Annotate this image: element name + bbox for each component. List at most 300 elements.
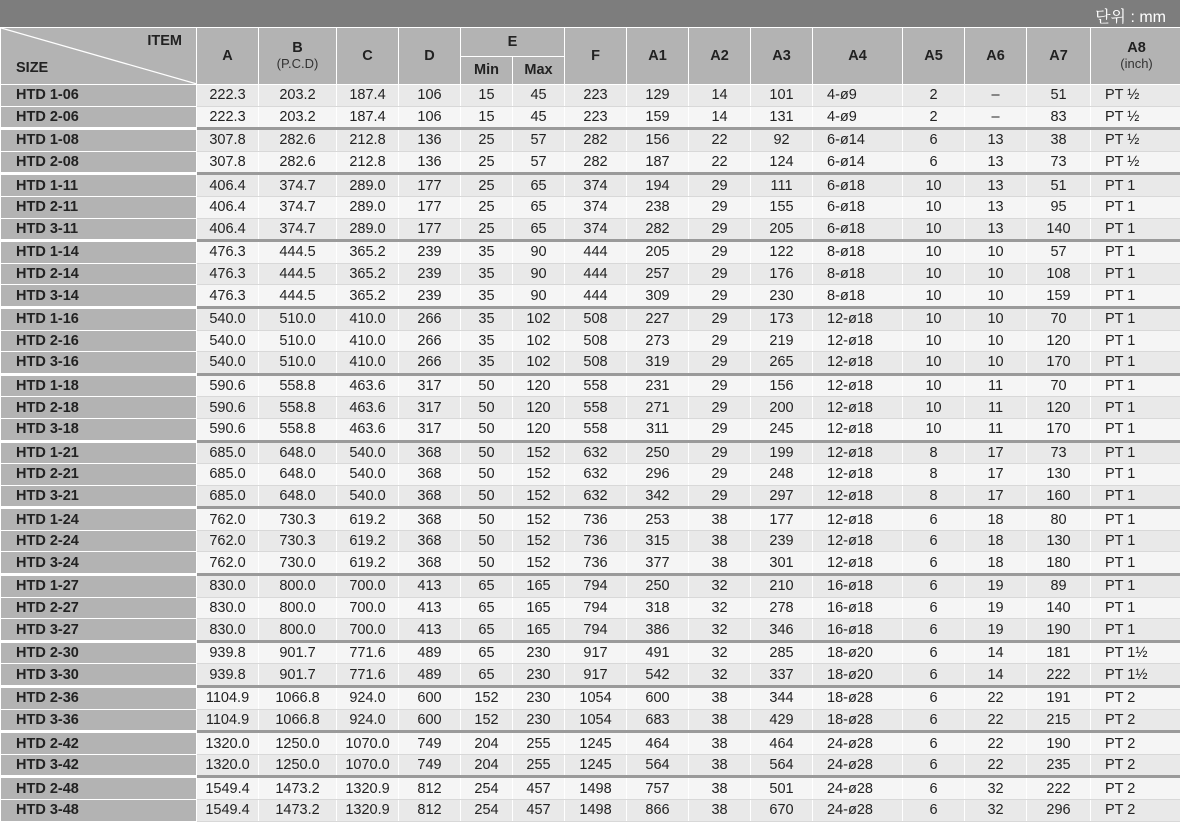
cell-a2: 29 <box>689 485 751 508</box>
cell-c: 700.0 <box>337 575 399 598</box>
cell-c: 1070.0 <box>337 754 399 777</box>
cell-a: 406.4 <box>197 174 259 197</box>
cell-a4: 24-ø28 <box>813 777 903 800</box>
cell-b: 444.5 <box>259 241 337 264</box>
cell-a3: 346 <box>751 619 813 642</box>
cell-e-min: 50 <box>461 441 513 464</box>
cell-a6: 13 <box>965 196 1027 218</box>
table-row <box>1 151 1180 174</box>
table-row <box>1 374 1180 397</box>
cell-e-min: 50 <box>461 464 513 486</box>
size-cell: HTD 1-14 <box>1 241 197 264</box>
cell-e-max: 255 <box>513 732 565 755</box>
cell-a4: 12-ø18 <box>813 397 903 419</box>
cell-e-min: 65 <box>461 641 513 664</box>
cell-b: 558.8 <box>259 374 337 397</box>
cell-d: 368 <box>399 508 461 531</box>
cell-e-max: 230 <box>513 641 565 664</box>
cell-a7: 170 <box>1027 418 1091 441</box>
size-cell: HTD 2-08 <box>1 151 197 174</box>
cell-a4: 8-ø18 <box>813 241 903 264</box>
cell-a: 476.3 <box>197 285 259 308</box>
cell-f: 374 <box>565 218 627 241</box>
cell-d: 489 <box>399 664 461 687</box>
cell-f: 736 <box>565 508 627 531</box>
cell-a6: 22 <box>965 687 1027 710</box>
cell-e-min: 204 <box>461 754 513 777</box>
cell-e-max: 152 <box>513 530 565 552</box>
cell-c: 289.0 <box>337 196 399 218</box>
cell-c: 700.0 <box>337 619 399 642</box>
cell-e-max: 457 <box>513 777 565 800</box>
cell-d: 812 <box>399 777 461 800</box>
size-cell: HTD 2-14 <box>1 263 197 285</box>
cell-a: 406.4 <box>197 218 259 241</box>
cell-a4: 12-ø18 <box>813 418 903 441</box>
cell-f: 558 <box>565 418 627 441</box>
size-cell: HTD 2-21 <box>1 464 197 486</box>
cell-a: 685.0 <box>197 464 259 486</box>
cell-b: 510.0 <box>259 307 337 330</box>
cell-e-max: 102 <box>513 307 565 330</box>
cell-f: 917 <box>565 664 627 687</box>
col-header-a6: A6 <box>965 28 1027 85</box>
cell-a: 1549.4 <box>197 777 259 800</box>
cell-d: 239 <box>399 241 461 264</box>
header-size: SIZE <box>16 61 48 76</box>
cell-a1: 187 <box>627 151 689 174</box>
cell-c: 700.0 <box>337 597 399 619</box>
size-cell: HTD 1-18 <box>1 374 197 397</box>
cell-a7: 73 <box>1027 441 1091 464</box>
cell-c: 410.0 <box>337 307 399 330</box>
cell-a1: 757 <box>627 777 689 800</box>
cell-a7: 89 <box>1027 575 1091 598</box>
cell-a: 762.0 <box>197 508 259 531</box>
cell-a2: 29 <box>689 418 751 441</box>
cell-a1: 377 <box>627 552 689 575</box>
cell-e-max: 90 <box>513 285 565 308</box>
cell-a7: 140 <box>1027 218 1091 241</box>
cell-d: 106 <box>399 85 461 107</box>
cell-a: 406.4 <box>197 196 259 218</box>
cell-a8: PT 1 <box>1091 464 1180 486</box>
cell-b: 203.2 <box>259 106 337 129</box>
cell-d: 413 <box>399 575 461 598</box>
cell-a6: 13 <box>965 174 1027 197</box>
cell-a1: 311 <box>627 418 689 441</box>
cell-f: 374 <box>565 174 627 197</box>
cell-a7: 181 <box>1027 641 1091 664</box>
cell-a: 1320.0 <box>197 754 259 777</box>
table-row <box>1 129 1180 152</box>
cell-a1: 282 <box>627 218 689 241</box>
cell-a3: 344 <box>751 687 813 710</box>
cell-d: 177 <box>399 218 461 241</box>
cell-f: 374 <box>565 196 627 218</box>
table-row <box>1 285 1180 308</box>
cell-a6: 14 <box>965 641 1027 664</box>
cell-a5: 6 <box>903 687 965 710</box>
cell-a1: 129 <box>627 85 689 107</box>
cell-e-max: 255 <box>513 754 565 777</box>
cell-f: 223 <box>565 85 627 107</box>
cell-f: 282 <box>565 129 627 152</box>
col-header-f: F <box>565 28 627 85</box>
cell-a3: 92 <box>751 129 813 152</box>
cell-a1: 342 <box>627 485 689 508</box>
cell-a4: 12-ø18 <box>813 552 903 575</box>
cell-a6: 10 <box>965 352 1027 375</box>
cell-a5: 10 <box>903 330 965 352</box>
cell-e-min: 50 <box>461 508 513 531</box>
cell-a3: 177 <box>751 508 813 531</box>
cell-b: 374.7 <box>259 196 337 218</box>
table-row <box>1 597 1180 619</box>
cell-c: 540.0 <box>337 485 399 508</box>
cell-a3: 245 <box>751 418 813 441</box>
cell-e-max: 230 <box>513 664 565 687</box>
cell-a8: PT 1 <box>1091 619 1180 642</box>
header-corner <box>1 28 197 85</box>
size-cell: HTD 1-16 <box>1 307 197 330</box>
cell-a5: 10 <box>903 374 965 397</box>
table-row <box>1 241 1180 264</box>
cell-f: 558 <box>565 374 627 397</box>
cell-a5: 8 <box>903 441 965 464</box>
cell-a4: 18-ø28 <box>813 687 903 710</box>
table-row <box>1 732 1180 755</box>
cell-a: 1104.9 <box>197 709 259 732</box>
cell-f: 1245 <box>565 754 627 777</box>
cell-a2: 29 <box>689 263 751 285</box>
cell-a6: 10 <box>965 263 1027 285</box>
table-row <box>1 777 1180 800</box>
cell-a7: 296 <box>1027 800 1091 822</box>
cell-a5: 6 <box>903 129 965 152</box>
cell-a3: 464 <box>751 732 813 755</box>
cell-a8: PT 1 <box>1091 174 1180 197</box>
cell-a1: 257 <box>627 263 689 285</box>
cell-a2: 29 <box>689 441 751 464</box>
cell-f: 508 <box>565 307 627 330</box>
cell-a4: 6-ø14 <box>813 151 903 174</box>
cell-f: 632 <box>565 441 627 464</box>
cell-d: 368 <box>399 464 461 486</box>
cell-b: 1250.0 <box>259 754 337 777</box>
cell-a4: 6-ø18 <box>813 196 903 218</box>
cell-a6: 13 <box>965 129 1027 152</box>
cell-a: 540.0 <box>197 352 259 375</box>
cell-a6: – <box>965 106 1027 129</box>
unit-label: 단위 : mm <box>1095 4 1166 27</box>
cell-e-max: 120 <box>513 397 565 419</box>
cell-a8: PT 1 <box>1091 374 1180 397</box>
cell-a4: 24-ø28 <box>813 732 903 755</box>
cell-a3: 230 <box>751 285 813 308</box>
cell-a1: 386 <box>627 619 689 642</box>
cell-a5: 2 <box>903 85 965 107</box>
cell-a: 540.0 <box>197 307 259 330</box>
cell-a3: 124 <box>751 151 813 174</box>
table-row <box>1 800 1180 822</box>
cell-b: 1066.8 <box>259 687 337 710</box>
cell-a6: 10 <box>965 241 1027 264</box>
cell-e-max: 102 <box>513 330 565 352</box>
cell-a4: 12-ø18 <box>813 485 903 508</box>
cell-d: 266 <box>399 352 461 375</box>
cell-a: 939.8 <box>197 641 259 664</box>
cell-f: 1054 <box>565 687 627 710</box>
cell-d: 136 <box>399 129 461 152</box>
cell-a6: 10 <box>965 330 1027 352</box>
cell-c: 289.0 <box>337 174 399 197</box>
cell-e-max: 90 <box>513 263 565 285</box>
cell-a1: 464 <box>627 732 689 755</box>
cell-b: 510.0 <box>259 330 337 352</box>
cell-a4: 6-ø14 <box>813 129 903 152</box>
cell-a7: 95 <box>1027 196 1091 218</box>
cell-a2: 32 <box>689 575 751 598</box>
cell-a8: PT 1 <box>1091 196 1180 218</box>
cell-a3: 278 <box>751 597 813 619</box>
size-cell: HTD 3-42 <box>1 754 197 777</box>
table-row <box>1 485 1180 508</box>
cell-b: 648.0 <box>259 464 337 486</box>
cell-f: 736 <box>565 552 627 575</box>
cell-a1: 159 <box>627 106 689 129</box>
cell-a3: 301 <box>751 552 813 575</box>
cell-c: 187.4 <box>337 106 399 129</box>
cell-b: 800.0 <box>259 619 337 642</box>
cell-a4: 12-ø18 <box>813 508 903 531</box>
cell-a6: 19 <box>965 575 1027 598</box>
cell-a6: 19 <box>965 597 1027 619</box>
cell-a6: 22 <box>965 754 1027 777</box>
cell-a8: PT 1½ <box>1091 664 1180 687</box>
cell-a4: 6-ø18 <box>813 218 903 241</box>
cell-d: 812 <box>399 800 461 822</box>
cell-a8: PT 2 <box>1091 732 1180 755</box>
cell-b: 901.7 <box>259 641 337 664</box>
size-cell: HTD 2-06 <box>1 106 197 129</box>
cell-a: 476.3 <box>197 263 259 285</box>
cell-c: 410.0 <box>337 352 399 375</box>
cell-c: 365.2 <box>337 285 399 308</box>
cell-a1: 271 <box>627 397 689 419</box>
cell-a: 222.3 <box>197 106 259 129</box>
cell-f: 632 <box>565 464 627 486</box>
cell-a3: 285 <box>751 641 813 664</box>
cell-a7: 108 <box>1027 263 1091 285</box>
cell-a2: 22 <box>689 129 751 152</box>
cell-a8: PT ½ <box>1091 151 1180 174</box>
cell-a1: 318 <box>627 597 689 619</box>
cell-a: 830.0 <box>197 619 259 642</box>
cell-e-min: 50 <box>461 418 513 441</box>
cell-a7: 222 <box>1027 777 1091 800</box>
cell-a2: 32 <box>689 597 751 619</box>
cell-e-min: 15 <box>461 106 513 129</box>
cell-c: 463.6 <box>337 418 399 441</box>
cell-a3: 131 <box>751 106 813 129</box>
cell-a6: 22 <box>965 709 1027 732</box>
cell-c: 924.0 <box>337 687 399 710</box>
cell-a: 307.8 <box>197 129 259 152</box>
cell-a6: 10 <box>965 307 1027 330</box>
cell-a2: 29 <box>689 397 751 419</box>
table-row <box>1 641 1180 664</box>
cell-a7: 73 <box>1027 151 1091 174</box>
cell-a4: 12-ø18 <box>813 352 903 375</box>
cell-c: 212.8 <box>337 129 399 152</box>
cell-a: 1320.0 <box>197 732 259 755</box>
cell-a4: 4-ø9 <box>813 85 903 107</box>
cell-d: 239 <box>399 263 461 285</box>
cell-c: 463.6 <box>337 374 399 397</box>
size-cell: HTD 2-16 <box>1 330 197 352</box>
cell-e-min: 25 <box>461 129 513 152</box>
size-cell: HTD 2-48 <box>1 777 197 800</box>
cell-f: 508 <box>565 352 627 375</box>
cell-a3: 210 <box>751 575 813 598</box>
size-cell: HTD 3-21 <box>1 485 197 508</box>
cell-a4: 8-ø18 <box>813 285 903 308</box>
cell-e-max: 57 <box>513 151 565 174</box>
cell-e-min: 50 <box>461 530 513 552</box>
cell-e-min: 35 <box>461 241 513 264</box>
cell-e-max: 165 <box>513 619 565 642</box>
cell-a4: 16-ø18 <box>813 575 903 598</box>
table-row <box>1 307 1180 330</box>
cell-f: 508 <box>565 330 627 352</box>
table-row <box>1 174 1180 197</box>
cell-a3: 248 <box>751 464 813 486</box>
cell-b: 444.5 <box>259 285 337 308</box>
cell-a4: 16-ø18 <box>813 619 903 642</box>
cell-f: 444 <box>565 285 627 308</box>
cell-a1: 309 <box>627 285 689 308</box>
cell-b: 800.0 <box>259 597 337 619</box>
cell-e-min: 25 <box>461 174 513 197</box>
cell-d: 177 <box>399 174 461 197</box>
unit-label-bar <box>0 0 1180 27</box>
table-row <box>1 552 1180 575</box>
cell-a6: 32 <box>965 777 1027 800</box>
size-cell: HTD 3-16 <box>1 352 197 375</box>
cell-d: 177 <box>399 196 461 218</box>
cell-a8: PT 1 <box>1091 485 1180 508</box>
cell-a7: 191 <box>1027 687 1091 710</box>
cell-a: 476.3 <box>197 241 259 264</box>
cell-e-min: 65 <box>461 597 513 619</box>
cell-b: 510.0 <box>259 352 337 375</box>
cell-a6: 11 <box>965 418 1027 441</box>
cell-f: 282 <box>565 151 627 174</box>
cell-a3: 200 <box>751 397 813 419</box>
cell-b: 1473.2 <box>259 777 337 800</box>
cell-a3: 111 <box>751 174 813 197</box>
table-row <box>1 687 1180 710</box>
cell-e-min: 50 <box>461 397 513 419</box>
col-header-e-min: Min <box>461 57 513 85</box>
cell-b: 1250.0 <box>259 732 337 755</box>
cell-a2: 22 <box>689 151 751 174</box>
cell-b: 444.5 <box>259 263 337 285</box>
size-cell: HTD 2-36 <box>1 687 197 710</box>
size-cell: HTD 1-08 <box>1 129 197 152</box>
cell-e-max: 65 <box>513 218 565 241</box>
size-cell: HTD 3-30 <box>1 664 197 687</box>
cell-a: 590.6 <box>197 397 259 419</box>
cell-f: 1498 <box>565 777 627 800</box>
cell-a5: 10 <box>903 196 965 218</box>
cell-c: 540.0 <box>337 464 399 486</box>
cell-a7: 190 <box>1027 732 1091 755</box>
cell-a5: 10 <box>903 397 965 419</box>
cell-b: 648.0 <box>259 441 337 464</box>
cell-a1: 205 <box>627 241 689 264</box>
cell-d: 600 <box>399 687 461 710</box>
cell-a7: 38 <box>1027 129 1091 152</box>
cell-b: 203.2 <box>259 85 337 107</box>
cell-a2: 29 <box>689 218 751 241</box>
cell-b: 730.3 <box>259 508 337 531</box>
cell-a1: 296 <box>627 464 689 486</box>
cell-a2: 14 <box>689 106 751 129</box>
cell-a1: 273 <box>627 330 689 352</box>
cell-a2: 29 <box>689 464 751 486</box>
cell-a7: 80 <box>1027 508 1091 531</box>
table-row <box>1 106 1180 129</box>
cell-d: 136 <box>399 151 461 174</box>
cell-e-min: 25 <box>461 151 513 174</box>
cell-e-min: 35 <box>461 285 513 308</box>
cell-a: 590.6 <box>197 374 259 397</box>
cell-f: 444 <box>565 241 627 264</box>
size-cell: HTD 2-30 <box>1 641 197 664</box>
cell-a: 1104.9 <box>197 687 259 710</box>
table-row <box>1 196 1180 218</box>
col-header-a4: A4 <box>813 28 903 85</box>
cell-a8: PT ½ <box>1091 85 1180 107</box>
cell-f: 1054 <box>565 709 627 732</box>
cell-a3: 670 <box>751 800 813 822</box>
cell-a8: PT 1 <box>1091 508 1180 531</box>
size-cell: HTD 2-27 <box>1 597 197 619</box>
cell-a3: 337 <box>751 664 813 687</box>
cell-b: 901.7 <box>259 664 337 687</box>
cell-f: 794 <box>565 575 627 598</box>
table-header <box>1 28 1180 85</box>
cell-d: 749 <box>399 754 461 777</box>
cell-f: 1498 <box>565 800 627 822</box>
cell-e-min: 15 <box>461 85 513 107</box>
cell-a8: PT 1 <box>1091 575 1180 598</box>
cell-a4: 12-ø18 <box>813 530 903 552</box>
cell-a7: 57 <box>1027 241 1091 264</box>
cell-a2: 29 <box>689 307 751 330</box>
cell-d: 600 <box>399 709 461 732</box>
cell-e-min: 35 <box>461 352 513 375</box>
size-cell: HTD 2-42 <box>1 732 197 755</box>
cell-a2: 29 <box>689 241 751 264</box>
cell-a4: 12-ø18 <box>813 464 903 486</box>
size-cell: HTD 3-48 <box>1 800 197 822</box>
cell-a8: PT 2 <box>1091 777 1180 800</box>
cell-a8: PT 1 <box>1091 597 1180 619</box>
cell-a1: 491 <box>627 641 689 664</box>
